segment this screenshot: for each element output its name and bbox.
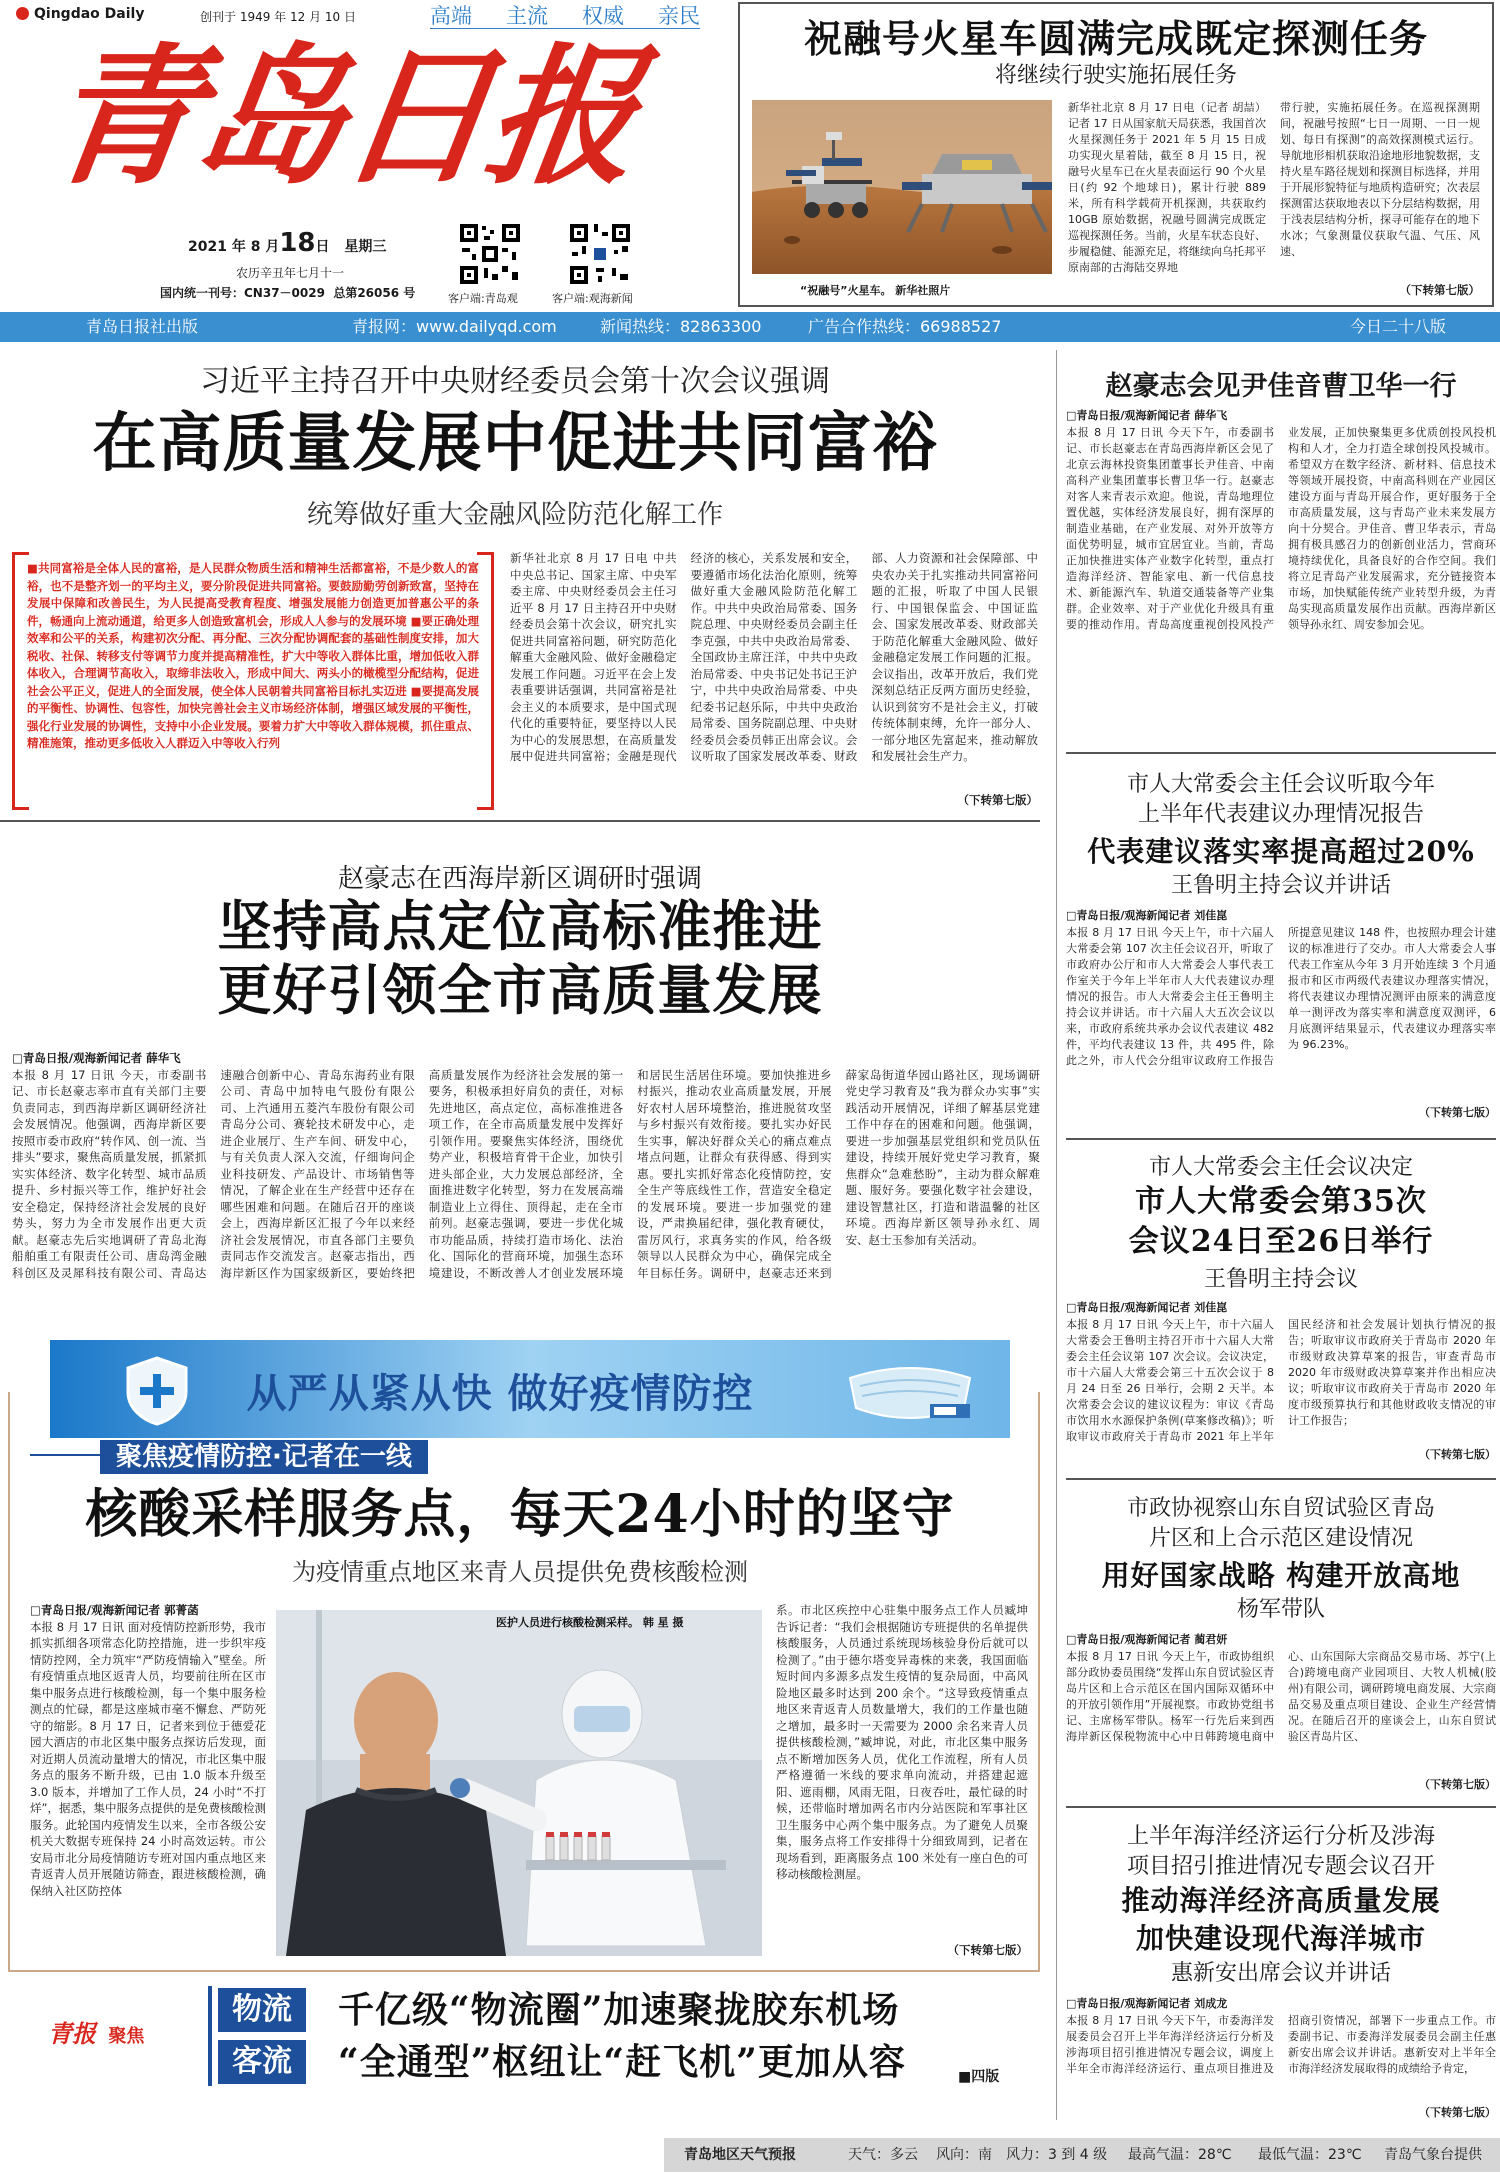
bottom-teaser (8, 1984, 1040, 2092)
logo-dot-icon (16, 7, 29, 20)
slogan: 主流 (506, 4, 548, 28)
right-story-2-sub: 王鲁明主持会议并讲话 (1170, 873, 1391, 898)
masthead-logo: 青岛日报 (37, 29, 647, 205)
weather-high: 最高气温：28℃ (1128, 2147, 1232, 2163)
mars-story-box (738, 2, 1494, 307)
lead-article-body: 新华社北京 8 月 17 日电 中共中央总书记、国家主席、中央军委主席、中央财经委员会主任习近平 8 月 17 日主持召开中央财经委员会第十次会议，研究扎实促进共同富裕问题，研究防范化解重大金融风险、做好金融稳定发展工作问题。习近平在会上发表重要讲话强调，共同富裕是社会主义的本质要求，是中国式现代化的重要特征，要坚持以人民为中心的发展思想，在高质量发展中促进共同富裕；金融是现代经济的核心，关系发展和安全，要遵循市场化法治化原则，统筹做好重大金融风险防范化解工作。中共中央政治局常委、国务院总理、中央财经委员会副主任李克强，中共中央政治局常委、全国政协主席汪洋，中共中央政治局常委、中央书记处书记王沪宁，中共中央政治局常委、中央纪委书记赵乐际，中共中央政治局常委、国务院副总理、中央财经委员会委员韩正出席会议。会议听取了国家发展改革委、财政部、人力资源和社会保障部、中央农办关于扎实推动共同富裕问题的汇报，听取了中国人民银行、中国银保监会、中国证监会、国家发展改革委、财政部关于防范化解重大金融风险、做好金融稳定发展工作问题的汇报。会议指出，改革开放后，我们党深刻总结正反两方面历史经验，认识到贫穷不是社会主义，打破传统体制束缚，允许一部分人、一部分地区先富起来，推动解放和发展社会生产力。 (510, 551, 1038, 763)
continued-note: （下转第七版） (1399, 283, 1480, 297)
weather-title: 青岛地区天气预报 (684, 2147, 796, 2163)
page-reference: ■四版 (958, 2069, 1000, 2085)
second-byline: □青岛日报/观海新闻记者 薛华飞 (12, 1051, 181, 1065)
epidemic-subtitle: 为疫情重点地区来青人员提供免费核酸检测 (292, 1558, 748, 1586)
mars-article-col: 带行驶，实施拓展任务。在巡视探测期间，祝融号按照“七日一周期、一日一规划、每日有探测”的高效探测模式运行。导航地形相机获取沿途地形地貌数据，支持火星车路径规划和探测目标选择，并用于开展形貌特征与地质构造研究；次表层探测雷达获取地表以下分层结构数据，用于浅表层结构分析，探寻可能存在的地下水冰；气象测量仪获取气温、气压、风速、 (1280, 101, 1480, 258)
slogan: 高端 (430, 4, 472, 28)
publisher: 青岛日报社出版 (86, 317, 199, 336)
issue-date: 2021 年 8 月18日 星期三 (188, 228, 387, 258)
news-hotline: 新闻热线：82863300 (600, 317, 762, 336)
section-label: 聚焦疫情防控·记者在一线 (100, 1440, 428, 1474)
right-story-3-headline: 市人大常委会第35次 会议24日至26日举行 (1128, 1184, 1434, 1259)
second-headline: 坚持高点定位高标准推进 更好引领全市高质量发展 (217, 894, 823, 1022)
epidemic-article-col: □青岛日报/观海新闻记者 郭菁菡 本报 8 月 17 日讯 面对疫情防控新形势，我市抓实抓细各项常态化防控措施，进一步织牢疫情防控网，全力筑牢“严防疫情输入”壁垒。所有疫情重点地区返青人员，均要前往所在区市集中服务点进行核酸检测，每一个集中服务检测点的忙碌，都是这座城市毫不懈怠、严防死守的缩影。8 月 17 日，记者来到位于德爱花园大酒店的市北区集中服务点探访后发现，面对近期人员流动量增大的情况，市北区集中服务点的服务不断升级，已由 1.0 版本升级至 3.0 版本，并增加了工作人员，24 小时“不打烊”，据悉，集中服务点提供的是免费核酸检测服务。此轮国内疫情发生以来，全市各级公安机关大数据专班保持 24 小时高效运转。市公安局市北分局疫情随访专班对国内重点地区来青返青人员开展随访筛查，跟进核酸检测，确保纳入社区防控体 (30, 1603, 266, 1898)
right-story-3-sub: 王鲁明主持会议 (1203, 1267, 1358, 1292)
weather-source: 青岛气象台提供 (1384, 2147, 1482, 2163)
right-story-5-body: □青岛日报/观海新闻记者 刘成龙 本报 8 月 17 日讯 今天下午，市委海洋发展委员会召开上半年海洋经济运行分析及涉海项目招引推进情况专题会议，调度上半年全市海洋经济运行、重点项目推进及招商引资情况，部署下一步重点工作。市委副书记、市委海洋发展委员会副主任惠新安出席会议并讲话。惠新安对上半年全市海洋经济发展取得的成绩给予肯定， (1066, 1997, 1496, 2075)
lead-subtitle: 统筹做好重大金融风险防范化解工作 (306, 500, 723, 530)
right-story-4-body: □青岛日报/观海新闻记者 蔺君妍 本报 8 月 17 日讯 今天上午，市政协组织部分政协委员围绕“发挥山东自贸试验区青岛片区和上合示范区在国内国际双循环中的开放引领作用”开展视察。市政协党组书记、主席杨军带队。杨军一行先后来到西海岸新区保税物流中心中日韩跨境电商中心、山东国际大宗商品交易市场、苏宁(上合)跨境电商产业园项目、大牧人机械(胶州)有限公司，调研跨境电商发展、大宗商品交易及重点项目建设、企业生产经营情况。在随后召开的座谈会上，山东自贸试验区青岛片区、 (1066, 1633, 1496, 1743)
mars-photo-caption: “祝融号”火星车。 新华社照片 (800, 284, 951, 297)
right-story-3-body: □青岛日报/观海新闻记者 刘佳崑 本报 8 月 17 日讯 今天上午，市十六届人大常委会王鲁明主持召开市十六届人大常委会主任会议第 107 次会议。会议决定，市十六届人大常委会第三十五次会议于 8 月 24 日至 26 日举行，会期 2 天半。本次常委会会议的建议议程为：审议《青岛市饮用水水源保护条例(草案修改稿)》；听取审议市政府关于青岛市 2021 年上半年国民经济和社会发展计划执行情况的报告；听取审议市政府关于青岛市 2020 年市级财政决算草案的报告，审查青岛市 2020 年市级财政决算草案并作出相应决议；听取审议市政府关于青岛市 2020 年度市级预算执行和其他财政收支情况的审计工作报告； (1066, 1301, 1496, 1443)
lead-headline: 在高质量发展中促进共同富裕 (92, 406, 938, 481)
mars-headline: 祝融号火星车圆满完成既定探测任务 (803, 16, 1428, 61)
tag-passenger: 客流 (218, 2040, 306, 2084)
right-story-4-sub: 杨军带队 (1236, 1597, 1325, 1622)
continued-note: （下转第七版） (1419, 2106, 1496, 2119)
epidemic-headline: 核酸采样服务点，每天24小时的坚守 (85, 1484, 955, 1545)
mars-article-col: 新华社北京 8 月 17 日电（记者 胡喆）记者 17 日从国家航天局获悉，我国首次火星探测任务于 2021 年 5 月 15 日成功实现火星着陆，截至 8 月 15 日，祝融号火星车已在火星表面运行 90 个火星日(约 92 个地球日)，累计行驶 889 米，所有科学载荷开机探测，共获取约 10GB 原始数据，祝融号圆满完成既定巡视探测任务。当前，火星车状态良好、步履稳健、能源充足，将继续向乌托邦平原南部的古海陆交界地 (1068, 101, 1266, 274)
qr-code-icon (568, 222, 632, 286)
mars-rover-photo (752, 100, 1052, 274)
lead-kicker: 习近平主持召开中央财经委员会第十次会议强调 (200, 364, 830, 399)
qr-code-icon (458, 222, 522, 286)
nucleic-test-photo (276, 1610, 762, 1956)
continued-note: （下转第七版） (1419, 1448, 1496, 1461)
right-story-5-headline: 推动海洋经济高质量发展 加快建设现代海洋城市 (1121, 1884, 1441, 1955)
mars-subtitle: 将继续行驶实施拓展任务 (994, 63, 1237, 88)
key-points-box (12, 552, 494, 810)
weather-wind-force: 风力：3 到 4 级 (1006, 2147, 1108, 2163)
website: 青报网：www.dailyqd.com (352, 317, 557, 336)
founded-date: 创刊于 1949 年 12 月 10 日 (200, 10, 356, 24)
issn: 国内统一刊号：CN37－0029 总第26056 号 (160, 286, 416, 300)
slogan: 亲民 (658, 4, 700, 28)
qr-label: 客户端:观海新闻 (552, 292, 633, 305)
slogan: 权威 (582, 4, 624, 28)
right-story-2-body: □青岛日报/观海新闻记者 刘佳崑 本报 8 月 17 日讯 今天上午，市十六届人大常委会第 107 次主任会议召开，听取了市政府办公厅和市人大常委会人事代表工作室关于今年上半年市人大代表建议办理情况的报告。市人大常委会主任王鲁明主持会议并讲话。市十六届人大五次会议以来，市政府系统共承办会议代表建议 482 件，平均代表建议 13 件，共 495 件，除此之外，市人代会分组审议政府工作报告所提意见建议 148 件，也按照办理会计建议的标准进行了交办。市人大常委会人事代表工作室从今年 3 月开始连续 3 个月通报市和区市两级代表建议办理落实情况，将代表建议办理情况测评由原来的满意度单一测评改为落实率和满意度双测评，6 月底测评结果显示，代表建议办理落实率为 96.23%。 (1066, 909, 1496, 1067)
continued-note: （下转第七版） (957, 793, 1038, 807)
continued-note: （下转第七版） (1419, 1778, 1496, 1791)
right-story-2-headline: 代表建议落实率提高超过20% (1087, 835, 1475, 868)
key-points-text: ■共同富裕是全体人民的富裕，是人民群众物质生活和精神生活都富裕，不是少数人的富裕，也不是整齐划一的平均主义，要分阶段促进共同富裕。要鼓励勤劳创新致富，坚持在发展中保障和改善民生，为人民提高受教育程度、增强发展能力创造更加普惠公平的条件，畅通向上流动通道，给更多人创造致富机会，形成人人参与的发展环境 ■要正确处理效率和公平的关系，构建初次分配、再分配、三次分配协调配套的基础性制度安排，加大税收、社保、转移支付等调节力度并提高精准性，扩大中等收入群体比重，增加低收入群体收入，合理调节高收入，取缔非法收入，形成中间大、两头小的橄榄型分配结构，促进社会公平正义，促进人的全面发展，使全体人民朝着共同富裕目标扎实迈进 ■要提高发展的平衡性、协调性、包容性，加快完善社会主义市场经济体制，增强区域发展的平衡性，强化行业发展的协调性，支持中小企业发展。要着力扩大中等收入群体规模，抓住重点、精准施策，推动更多低收入人群迈入中等收入行列 (27, 561, 479, 750)
weather-sky: 天气：多云 (848, 2147, 918, 2163)
info-banner (0, 312, 1500, 342)
continued-note: （下转第七版） (947, 1943, 1028, 1957)
second-article-body: □青岛日报/观海新闻记者 薛华飞 本报 8 月 17 日讯 今天，市委副书记、市长赵豪志率市直有关部门主要负责同志，到西海岸新区调研经济社会发展情况。他强调，西海岸新区要按照市委市政府“转作风、创一流、当排头”要求，聚焦高质量发展，抓紧抓实实体经济、数字化转型、城市品质提升、乡村振兴等工作，维护好社会安全稳定，保持经济社会发展的良好势头，努力为全市发展作出更大贡献。赵豪志先后实地调研了青岛北海船舶重工有限责任公司、唐岛湾金融科创区及灵犀科技有限公司、青岛达速融合创新中心、青岛东海药业有限公司、青岛中加特电气股份有限公司、上汽通用五菱汽车股份有限公司青岛分公司、赛轮技术研发中心，走进企业展厅、生产车间、研发中心，与有关负责人深入交流，仔细询问企业科技研发、产品设计、市场销售等情况，了解企业在生产经营中还存在哪些困难和问题。在随后召开的座谈会上，西海岸新区汇报了今年以来经济社会发展情况，市直各部门主要负责同志作交流发言。赵豪志指出，西海岸新区作为国家级新区，要始终把高质量发展作为经济社会发展的第一要务，积极承担好肩负的责任，对标先进地区，高点定位，高标准推进各项工作，在全市高质量发展中发挥好引领作用。要聚焦实体经济，围绕优势产业，积极培育骨干企业，加快引进头部企业，大力发展总部经济，全面推进数字化转型，努力在发展高端制造业上立得住、顶得起，走在全市前列。赵豪志强调，要进一步优化城市功能品质，持续打造市场化、法治化、国际化的营商环境，加强生态环境建设，不断改善人才创业发展环境和居民生活居住环境。要加快推进乡村振兴，推动农业高质量发展，开展好农村人居环境整治，推进脱贫攻坚与乡村振兴有效衔接。要扎实办好民生实事，解决好群众关心的痛点难点堵点问题，让群众有获得感、得到实惠。要扎实抓好常态化疫情防控，安全生产等底线性工作，营造安全稳定的发展环境。要进一步加强党的建设，严肃换届纪律，强化教育硬仗，雷厉风行，求真务实的作风，给各级领导以人民群众为中心，确保完成全年目标任务。调研中，赵豪志还来到薛家岛街道华园山路社区，现场调研党史学习教育及“我为群众办实事”实践活动开展情况，详细了解基层党建工作中存在的困难和问题。他强调，要进一步加强基层党组织和党员队伍建设，持续开展好党史学习教育，聚焦群众“急难愁盼”，主动为群众解难题、服好务。要强化数字社会建设，建设智慧社区，打造和谐温馨的社区环境。西海岸新区领导孙永红、周安、赵士玉参加有关活动。 (12, 1051, 1040, 1280)
right-story-4-kicker: 市政协视察山东自贸试验区青岛 片区和上合示范区建设情况 (1126, 1496, 1435, 1551)
right-story-1-body: □青岛日报/观海新闻记者 薛华飞 本报 8 月 17 日讯 今天下午，市委副书记、市长赵豪志在青岛西海岸新区会见了北京云海林投资集团董事长尹佳音、中南高科产业集团董事长曹卫华一行。赵豪志对客人来青表示欢迎。他说，青岛地理位置优越，实体经济发展良好，拥有深厚的制造业基础，在产业发展、对外开放等方面优势明显，城市宜居宜业。当前，青岛正加快推进实体产业数字化转型，重点打造海洋经济、智能家电、新一代信息技术、新能源汽车、轨道交通装备等产业集群。企业效率、对于产业优化升级具有重要的推动作用。青岛高度重视创投风投产业发展，正加快聚集更多优质创投风投机构和人才，全力打造全球创投风投城市。希望双方在数字经济、新材料、信息技术等领域开展投资，中南高科则在产业园区建设方面与青岛开展合作，更好服务于全市高质量发展，这与青岛产业未来发展方向十分契合。尹佳音、曹卫华表示，青岛拥有极具感召力的创新创业活力，营商环境持续优化，具备良好的合作空间。我们将立足青岛产业发展需求，充分链接资本市场，加快赋能传统产业转型升级，为青岛实现高质量发展作出贡献。西海岸新区领导孙永红、周安参加会见。 (1066, 409, 1496, 631)
right-story-4-headline: 用好国家战略 构建开放高地 (1101, 1559, 1461, 1592)
teaser-headline[interactable]: “全通型”枢纽让“赶飞机”更加从容 (338, 2041, 906, 2083)
weather-low: 最低气温：23℃ (1258, 2147, 1362, 2163)
ad-hotline: 广告合作热线：66988527 (808, 317, 1002, 336)
epidemic-article-col: 系。市北区疾控中心驻集中服务点工作人员臧坤告诉记者：“我们会根据随访专班提供的名单提供核酸服务，人员通过系统现场核验身份后就可以检测了。”由于德尔塔变异毒株的来袭，我国面临短时间内多源多点发生疫情的复杂局面，中高风险地区最多时达到 200 余个。“这导致疫情重点地区来青返青人员数量增大，我们的工作量也随之增加，最多时一天需要为 2000 余名来青人员提供核酸检测，”臧坤说，对此，市北区集中服务点不断增加医务人员，优化工作流程，所有人员严格遵循一米线的要求单向流动，并搭建起遮阳、遮雨棚，风雨无阻，日夜吞吐，最忙碌的时候，还带临时增加两名市内分站医院和军事社区卫生服务中心两个集中服务点。为了避免人员聚集，服务点将工作安排得十分细致周到，记者在现场看到，距离服务点 100 米处有一座白色的可移动核酸检测屋。 (776, 1603, 1028, 1881)
lunar-date: 农历辛丑年七月十一 (236, 266, 345, 280)
right-story-2-kicker: 市人大常委会主任会议听取今年 上半年代表建议办理情况报告 (1126, 772, 1435, 827)
weather-wind-direction: 风向：南 (936, 2147, 992, 2163)
teaser-headline[interactable]: 千亿级“物流圈”加速聚拢胶东机场 (338, 1989, 900, 2031)
slogans (430, 0, 700, 26)
second-kicker: 赵豪志在西海岸新区调研时强调 (337, 864, 702, 894)
epidemic-banner-text: 从严从紧从快 做好疫情防控 (246, 1370, 754, 1417)
continued-note: （下转第七版） (1419, 1106, 1496, 1119)
brand-stamp: 青报 聚焦 (48, 2019, 145, 2048)
paper-name-en: Qingdao Daily (16, 6, 144, 22)
tag-logistics: 物流 (218, 1988, 306, 2032)
photo-caption: 医护人员进行核酸检测采样。 韩 星 摄 (496, 1616, 684, 1629)
epidemic-byline: □青岛日报/观海新闻记者 郭菁菡 (30, 1603, 199, 1617)
weather-bar (664, 2138, 1500, 2172)
qr-label: 客户端:青岛观 (448, 292, 518, 305)
right-story-5-sub: 惠新安出席会议并讲话 (1170, 1961, 1391, 1986)
page-count: 今日二十八版 (1350, 317, 1447, 336)
right-story-1-headline: 赵豪志会见尹佳音曹卫华一行 (1105, 371, 1457, 402)
right-story-5-kicker: 上半年海洋经济运行分析及涉海 项目招引推进情况专题会议召开 (1126, 1824, 1435, 1879)
right-story-3-kicker: 市人大常委会主任会议决定 (1148, 1155, 1413, 1180)
